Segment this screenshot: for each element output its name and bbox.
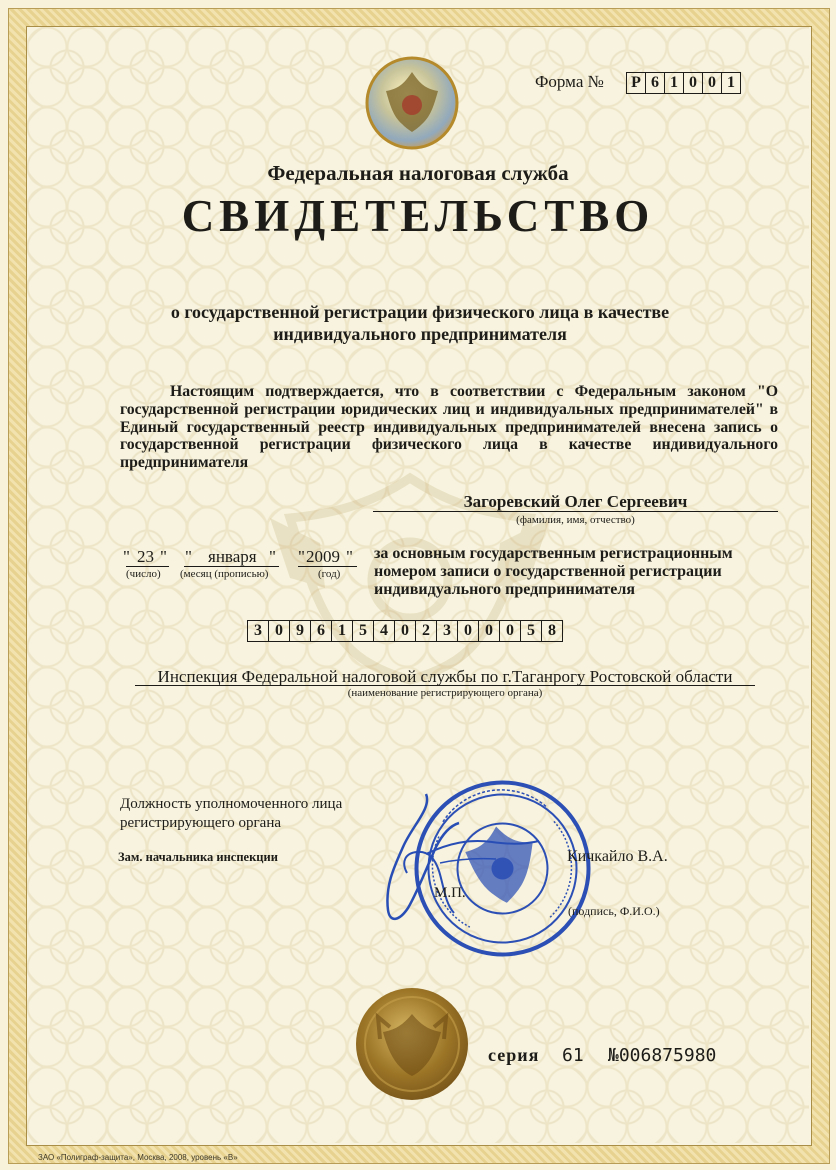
month-caption: (месяц (прописью) [180,568,269,580]
certificate-body-text: Настоящим подтверждается, что в соответствии с Федеральным законом "О государственной регистрации юридических лиц и индивидуальных предпринимателей" в Единый государственный реестр индивидуальных предпринимателей внесена запись о государственной регистрации физического лица в качестве индивидуального предпринимателя [120,383,778,472]
document-number: №006875980 [608,1045,717,1066]
ogrnip-digit: 1 [332,621,353,641]
signature-caption: (подпись, Ф.И.О.) [568,904,660,918]
day-open-quote: " [123,547,130,566]
form-code-cell: 0 [703,73,722,93]
signatory-title: Должность уполномоченного лица регистрирующего органа [120,796,343,831]
ogrnip-digit: 3 [248,621,269,641]
registration-day: 23 [137,547,154,566]
person-name-line [373,511,778,512]
form-number-boxes [626,72,741,94]
gold-seal [353,985,471,1103]
day-close-quote: " [160,547,167,566]
form-code-cell: 0 [684,73,703,93]
ogrnip-digit: 9 [290,621,311,641]
document-title: СВИДЕТЕЛЬСТВО [181,191,655,241]
month-line [184,566,279,567]
authority-name: Инспекция Федеральной налоговой службы по г.Таганрогу Ростовской области [157,667,733,686]
series-number: 61 [562,1045,584,1066]
year-caption: (год) [318,568,341,580]
ogrnip-digit: 2 [416,621,437,641]
document-subtitle: о государственной регистрации физического лица в качестве индивидуального предпринимателя [170,302,670,344]
ogrnip-digit: 0 [500,621,521,641]
ogrnip-digit: 0 [269,621,290,641]
ogrnip-digit: 0 [479,621,500,641]
printer-footer: ЗАО «Полиграф-защита», Москва, 2008, уровень «В» [38,1153,238,1162]
ogrnip-digit: 4 [374,621,395,641]
ogrnip-digit: 5 [353,621,374,641]
year-open-quote: " [298,547,305,566]
registration-year: 2009 [306,547,340,566]
ogrnip-number-boxes [247,620,563,642]
signatory-name: Кичкайло В.А. [567,848,668,865]
person-name: Загоревский Олег Сергеевич [463,492,688,511]
year-line [298,566,357,567]
ogrnip-digit: 8 [548,622,556,639]
month-close-quote: " [269,547,276,566]
series-label: серия [488,1045,540,1065]
ogrnip-digit: 6 [311,621,332,641]
person-name-caption: (фамилия, имя, отчество) [516,514,635,526]
authority-caption: (наименование регистрирующего органа) [347,687,543,699]
registration-description: за основным государственным регистрационным номером записи о государственной регистрации индивидуального предпринимателя [374,545,733,598]
authority-line [135,685,755,686]
form-code-cell: 1 [665,73,684,93]
agency-name: Федеральная налоговая служба [267,161,569,185]
form-code-cell: Р [627,73,646,93]
signatory-position: Зам. начальника инспекции [118,850,278,864]
form-code-cell: 1 [727,74,735,91]
registration-month: января [208,547,257,566]
ogrnip-digit: 0 [458,621,479,641]
year-close-quote: " [346,547,353,566]
ogrnip-digit: 0 [395,621,416,641]
form-code-cell: 6 [646,73,665,93]
stamp-place-label: М.П. [434,885,466,901]
hologram-emblem [362,55,462,151]
handwritten-signature [368,785,556,935]
ogrnip-digit: 3 [437,621,458,641]
day-caption: (число) [126,568,161,580]
day-line [126,566,169,567]
form-label: Форма № [535,72,604,91]
month-open-quote: " [185,547,192,566]
ogrnip-digit: 5 [521,621,542,641]
